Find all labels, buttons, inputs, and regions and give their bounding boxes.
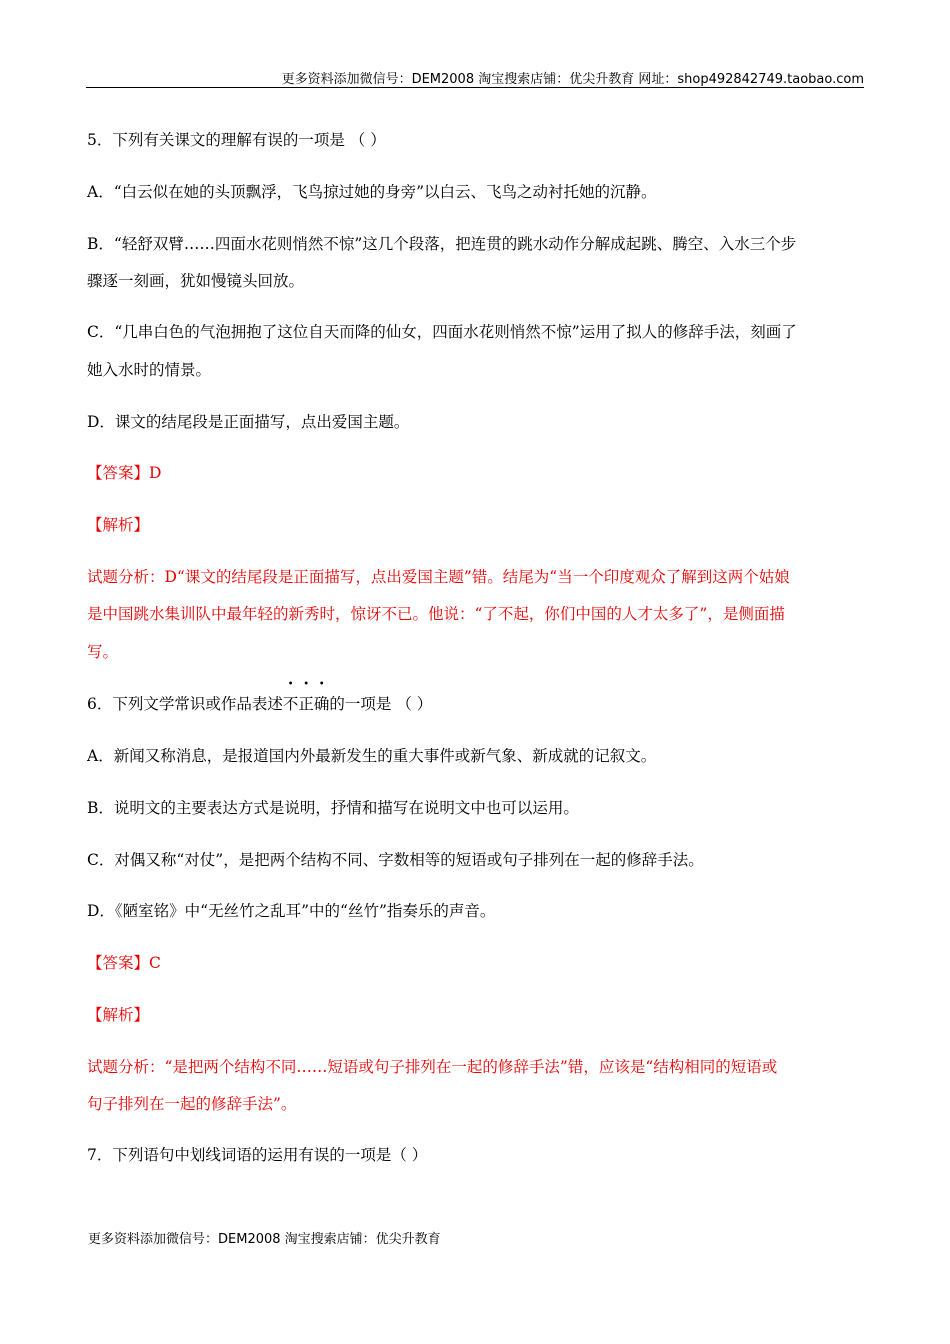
q6-stem-pre: 6．下列文学常识或作品表述 — [87, 695, 283, 713]
q6-analysis-label: 【解析】 — [87, 1006, 150, 1024]
q7-stem: 7．下列语句中划线词语的运用有误的一项是（ ） — [87, 1146, 428, 1164]
q5-option-d: D．课文的结尾段是正面描写，点出爱国主题。 — [87, 413, 410, 431]
q6-option-a: A．新闻又称消息，是报道国内外最新发生的重大事件或新气象、新成就的记叙文。 — [87, 747, 657, 765]
q5-analysis-label: 【解析】 — [87, 516, 150, 534]
q6-stem — [87, 692, 432, 714]
q5-analysis-line1: 试题分析：D“课文的结尾段是正面描写，点出爱国主题”错。结尾为“当一个印度观众了解到这两个姑娘 — [87, 568, 790, 586]
page-header: 更多资料添加微信号：DEM2008 淘宝搜索店铺：优尖升教育 网址：shop492842749.taobao.com — [281, 72, 864, 87]
q5-option-c-line1: C．“几串白色的气泡拥抱了这位自天而降的仙女，四面水花则悄然不惊”运用了拟人的修辞手法，刻画了 — [87, 323, 797, 341]
q6-option-b: B．说明文的主要表达方式是说明，抒情和描写在说明文中也可以运用。 — [87, 799, 579, 817]
q6-answer: 【答案】C — [87, 954, 161, 972]
page-footer: 更多资料添加微信号：DEM2008 淘宝搜索店铺：优尖升教育 — [88, 1232, 441, 1247]
q6-stem-post: 的一项是 （ ） — [329, 695, 433, 713]
q6-emphasis-char-1: 不 — [282, 695, 299, 713]
q6-emphasis-char-2: 正 — [298, 695, 314, 713]
q6-option-d: D．《陋室铭》中“无丝竹之乱耳”中的“丝竹”指奏乐的声音。 — [87, 902, 496, 920]
q5-analysis-line3: 写。 — [87, 643, 119, 661]
q5-option-b-line2: 骤逐一刻画，犹如慢镜头回放。 — [87, 272, 305, 290]
q5-option-a: A．“白云似在她的头顶飘浮，飞鸟掠过她的身旁”以白云、飞鸟之动衬托她的沉静。 — [87, 183, 657, 201]
q5-option-b-line1: B．“轻舒双臂……四面水花则悄然不惊”这几个段落，把连贯的跳水动作分解成起跳、腾空、入水三个步 — [87, 235, 797, 253]
q5-analysis-line2: 是中国跳水集训队中最年轻的新秀时，惊讶不已。他说：“了不起，你们中国的人才太多了”，是侧面描 — [87, 605, 785, 623]
q6-analysis-line2: 句子排列在一起的修辞手法”。 — [87, 1095, 297, 1113]
header-rule — [86, 87, 864, 88]
q5-stem: 5．下列有关课文的理解有误的一项是 （ ） — [87, 131, 386, 149]
q5-answer: 【答案】D — [87, 464, 162, 482]
q6-emphasis-char-3: 确 — [313, 695, 330, 713]
q6-analysis-line1: 试题分析：“是把两个结构不同……短语或句子排列在一起的修辞手法”错，应该是“结构相同的短语或 — [87, 1058, 778, 1076]
q6-option-c: C．对偶又称“对仗”，是把两个结构不同、字数相等的短语或句子排列在一起的修辞手法。 — [87, 851, 704, 869]
q5-option-c-line2: 她入水时的情景。 — [87, 361, 212, 379]
